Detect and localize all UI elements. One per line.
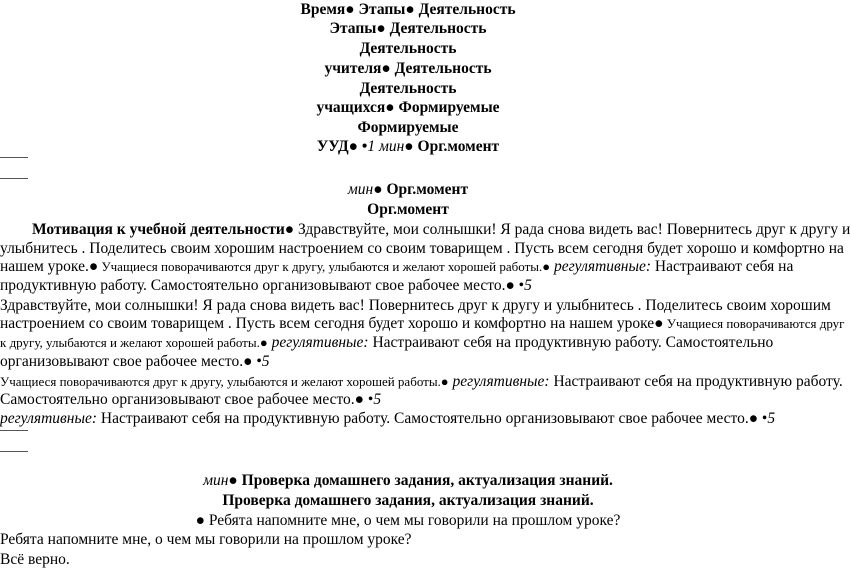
line9-regulative: регулятивные: [448, 373, 550, 390]
org-para-line-7 [0, 333, 816, 353]
org-para-line-8 [0, 352, 816, 372]
line7-students: к другу, улыбаются и желают хорошей работы.● [0, 335, 268, 350]
line3-regulative: регулятивные: [550, 258, 651, 275]
org-para-line-10 [0, 390, 816, 410]
separator-line-4 [0, 451, 28, 452]
org-para-line-1 [0, 220, 850, 240]
line7-tail: Настраивают себя на продуктивную работу. Самостоятельно [368, 334, 774, 351]
line3-tail: Настраивают себя на [651, 258, 794, 275]
header-line-1: Время● Этапы● Деятельность [300, 1, 516, 18]
line6-students: Учащиеся поворачиваются друг [663, 316, 845, 331]
uud-label: УУД● • [316, 138, 368, 155]
header-line-6: учащихся● Формируемые [316, 99, 500, 116]
line10-num: 5 [373, 391, 382, 408]
org-para-line-3 [0, 257, 816, 277]
org-para-line-6 [0, 314, 845, 334]
org-para-line-9 [0, 372, 843, 392]
separator-line-1 [0, 157, 28, 158]
line8-num: 5 [261, 353, 270, 370]
org-para-line-11 [0, 409, 816, 429]
separator-line-3 [0, 430, 28, 431]
homework-min-stage: Проверка домашнего задания, актуализация знаний. [237, 472, 613, 489]
homework-title: Проверка домашнего задания, актуализация знаний. [222, 492, 594, 509]
line7-regulative: регулятивные: [267, 334, 369, 351]
motivation-text: Здравствуйте, мои солнышки! Я рада снова видеть вас! Повернитесь друг к другу и [294, 221, 850, 238]
line9-students: Учащиеся поворачиваются друг к другу, улыбаются и желают хорошей работы.● [0, 374, 449, 389]
separator-line-2 [0, 178, 28, 179]
line8-text: организовывают свое рабочее место.● • [0, 353, 262, 370]
uud-line [0, 137, 816, 157]
homework-answer: Всё верно. [0, 551, 70, 568]
line3-text: нашем уроке.● [0, 258, 99, 275]
header-line-3: Деятельность [359, 40, 457, 57]
line4-num: 5 [524, 277, 532, 294]
org-para-line-5: Здравствуйте, мои солнышки! Я рада снова видеть вас! Повернитесь друг к другу и улыбнитесь . Поделитесь своим хорошим [0, 297, 831, 314]
homework-question: Ребята напомните мне, о чем мы говорили на прошлом уроке? [0, 531, 412, 548]
line4-text: продуктивную работу. Самостоятельно организовывают свое рабочее место.● • [0, 277, 525, 294]
org-min-line [0, 180, 816, 200]
line11-text: Настраивают себя на продуктивную работу. Самостоятельно организовывают свое рабочее место.● • [97, 410, 768, 427]
org-min-label: мин● [347, 181, 383, 198]
uud-stage: Орг.момент [413, 138, 500, 155]
line11-regulative: регулятивные: [0, 410, 98, 427]
line6-text: настроением со своим товарищем . Пусть всем сегодня будет хорошо и комфортно на нашем уроке● [0, 315, 664, 332]
line9-tail: Настраивают себя на продуктивную работу. [549, 373, 843, 390]
line3-students: Учащиеся поворачиваются друг к другу, улыбаются и желают хорошей работы.● [98, 259, 551, 274]
homework-question-bullet: ● Ребята напомните мне, о чем мы говорили на прошлом уроке? [195, 512, 621, 529]
line11-num: 5 [767, 410, 776, 427]
line10-text: Самостоятельно организовывают свое рабочее место.● • [0, 391, 374, 408]
header-line-4: учителя● Деятельность [324, 60, 492, 77]
homework-min-label: мин● [203, 472, 238, 489]
org-min-stage: Орг.момент [382, 181, 469, 198]
header-line-2: Этапы● Деятельность [329, 20, 487, 37]
header-line-7: Формируемые [357, 119, 459, 136]
org-para-line-2: улыбнитесь . Поделитесь своим хорошим настроением со своим товарищем . Пусть всем сегодня будет хорошо и комфортно на [0, 240, 844, 257]
motivation-label: Мотивация к учебной деятельности● [32, 221, 295, 238]
homework-min-line [0, 471, 816, 491]
header-line-5: Деятельность [359, 80, 457, 97]
org-para-line-4 [0, 276, 816, 296]
org-title: Орг.момент [367, 201, 449, 218]
uud-time: 1 мин● [367, 138, 414, 155]
